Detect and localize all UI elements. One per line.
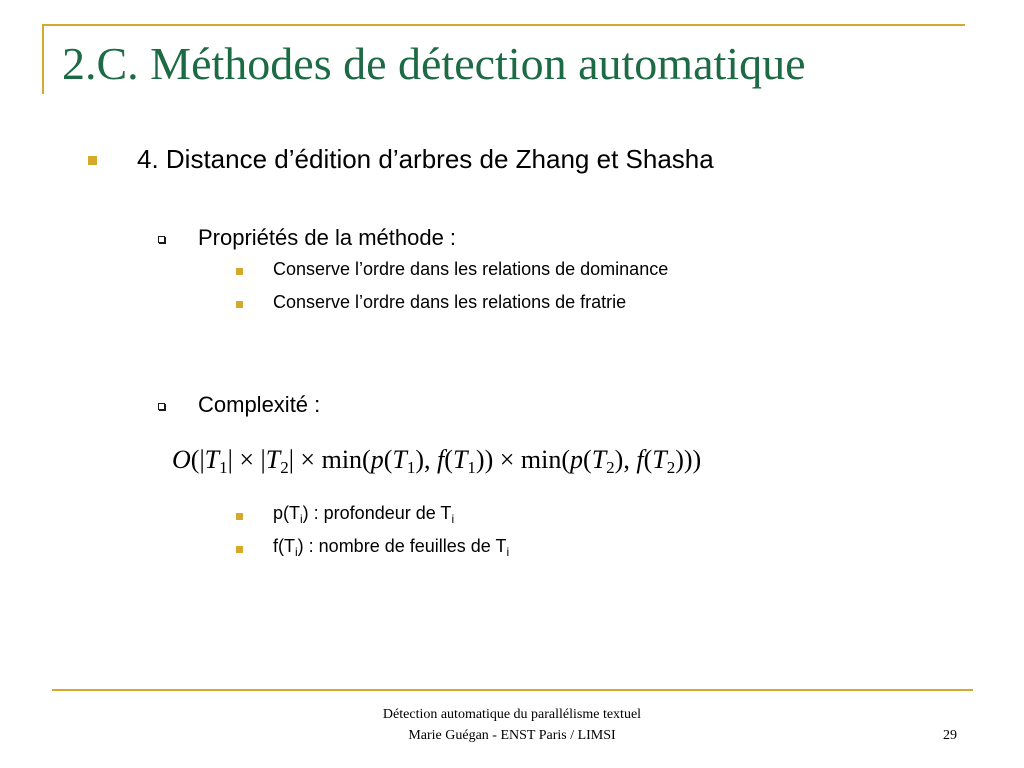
top-rule bbox=[42, 24, 965, 26]
complexity-label: Complexité : bbox=[198, 392, 321, 417]
page-number: 29 bbox=[943, 728, 957, 743]
bullet-square-icon bbox=[236, 301, 243, 308]
property-item: Conserve l’ordre dans les relations de fratrie bbox=[273, 292, 627, 312]
definition-item: $p(T_i)$ : profondeur de $T_i$ bbox=[273, 503, 455, 526]
footer-title: Détection automatique du parallélisme textuel bbox=[382, 707, 642, 722]
bullet-square-icon bbox=[88, 156, 97, 165]
left-rule bbox=[42, 24, 44, 94]
bullet-square-icon bbox=[236, 513, 243, 520]
complexity-formula: $O(|T_1| \times |T_2| \times \min(p(T_1)$, $f(T_1)) \times \min(p(T_2)$, $f(T_2)$)) bbox=[172, 445, 702, 477]
properties-label: Propriétés de la méthode : bbox=[198, 225, 457, 250]
bullet-hollow-square-icon bbox=[158, 236, 165, 243]
bullet-square-icon bbox=[236, 546, 243, 553]
footer-author: Marie Guégan - ENST Paris / LIMSI bbox=[408, 728, 616, 743]
definition-item: $f(T_i)$ : nombre de feuilles de $T_i$ bbox=[273, 536, 510, 559]
slide-title: 2.C. Méthodes de détection automatique bbox=[62, 38, 806, 89]
main-heading: 4. Distance d’édition d’arbres de Zhang et Shasha bbox=[137, 144, 714, 174]
property-item: Conserve l’ordre dans les relations de dominance bbox=[273, 259, 669, 279]
bullet-square-icon bbox=[236, 268, 243, 275]
footer-rule bbox=[52, 689, 973, 691]
bullet-hollow-square-icon bbox=[158, 403, 165, 410]
